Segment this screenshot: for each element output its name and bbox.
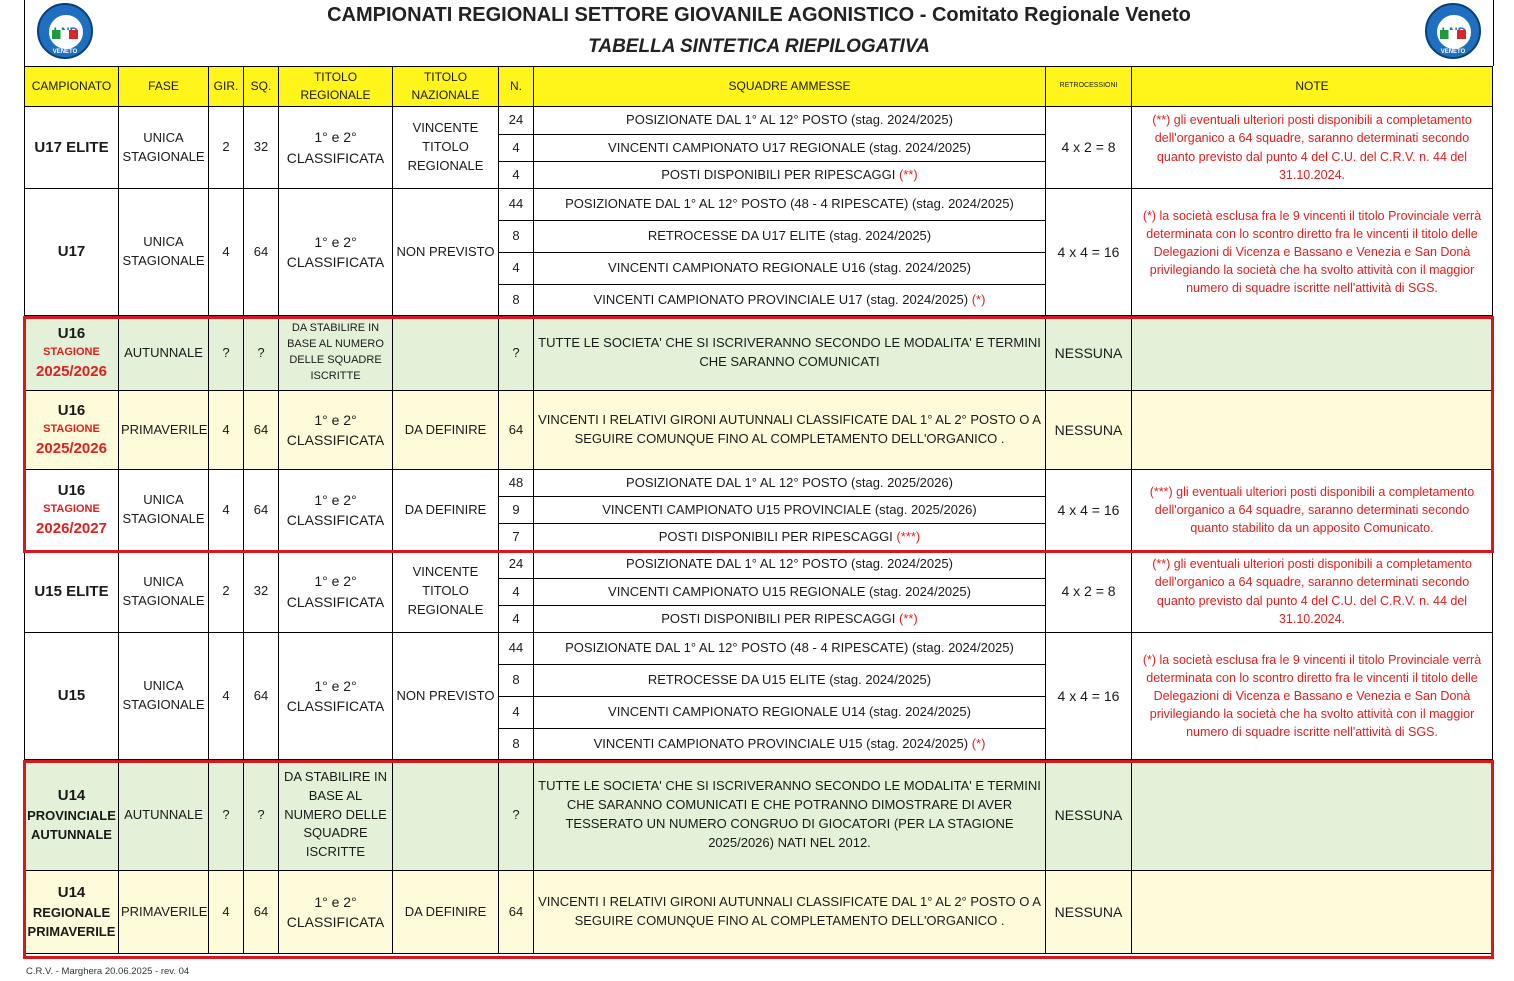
n-cell: 44 [499, 633, 534, 665]
squadre-cell: POSIZIONATE DAL 1° AL 12° POSTO (stag. 2025/2026) [534, 470, 1046, 497]
n-cell: ? [499, 316, 534, 391]
document-header [24, 0, 1494, 66]
note-cell: (**) gli eventuali ulteriori posti disponibili a completamento dell'organico a 64 squadre, saranno determinati secondo quanto previsto dal punto 4 del C.U. del C.R.V. n. 44 del 31.10.2024. [1132, 551, 1493, 633]
squadre-cell: POSIZIONATE DAL 1° AL 12° POSTO (48 - 4 RIPESCATE) (stag. 2024/2025) [534, 189, 1046, 221]
table-row [25, 391, 1493, 470]
note-cell: (*) la società esclusa fra le 9 vincenti il titolo Provinciale verrà determinata con lo scontro diretto fra le vincenti il titolo delle Delegazioni di Vicenza e Bassano e Venezia e San Donà privilegiando la società che ha svolto attività con il maggior numero di squadre iscritte nell'attività di SGS. [1132, 189, 1493, 316]
table-row [25, 470, 1493, 497]
n-cell: ? [499, 760, 534, 871]
titolo-regionale-cell: DA STABILIRE IN BASE AL NUMERO DELLE SQUADRE ISCRITTE [279, 760, 393, 871]
note-cell [1132, 391, 1493, 470]
footnote-mark: (*) [971, 291, 986, 307]
squadre-cell: VINCENTI CAMPIONATO REGIONALE U14 (stag. 2024/2025) [534, 697, 1046, 729]
n-cell: 24 [499, 551, 534, 579]
n-cell: 48 [499, 470, 534, 497]
fase-cell: PRIMAVERILE [119, 871, 209, 954]
note-cell: (*) la società esclusa fra le 9 vincenti il titolo Provinciale verrà determinata con lo scontro diretto fra le vincenti il titolo delle Delegazioni di Vicenza e Bassano e Venezia e San Donà privilegiando la società che ha svolto attività con il maggior numero di squadre iscritte nell'attività di SGS. [1132, 633, 1493, 760]
retrocessioni-cell: 4 x 2 = 8 [1046, 107, 1132, 189]
titolo-regionale-cell: 1° e 2° CLASSIFICATA [279, 551, 393, 633]
table-row [25, 760, 1493, 871]
titolo-regionale-cell: 1° e 2° CLASSIFICATA [279, 189, 393, 316]
titolo-regionale-cell: 1° e 2° CLASSIFICATA [279, 470, 393, 551]
squadre-cell: RETROCESSE DA U17 ELITE (stag. 2024/2025) [534, 221, 1046, 253]
footnote-mark: (***) [896, 528, 921, 544]
gir-cell: 4 [209, 391, 244, 470]
gir-cell: 4 [209, 189, 244, 316]
campionato-cell: U17 ELITE [25, 107, 119, 189]
n-cell: 4 [499, 606, 534, 633]
retrocessioni-cell: NESSUNA [1046, 316, 1132, 391]
campionato-cell: U14 PROVINCIALE AUTUNNALE [25, 760, 119, 871]
sq-cell: 32 [244, 551, 279, 633]
squadre-cell: TUTTE LE SOCIETA' CHE SI ISCRIVERANNO SECONDO LE MODALITA' E TERMINI CHE SARANNO COMUNICATI [534, 316, 1046, 391]
note-cell [1132, 871, 1493, 954]
document-title: CAMPIONATI REGIONALI SETTORE GIOVANILE AGONISTICO - Comitato Regionale Veneto [327, 4, 1191, 26]
sq-cell: 64 [244, 391, 279, 470]
summary-table [24, 66, 1493, 954]
footnote-mark: (**) [898, 166, 918, 182]
n-cell: 8 [499, 285, 534, 316]
squadre-cell: POSIZIONATE DAL 1° AL 12° POSTO (48 - 4 RIPESCATE) (stag. 2024/2025) [534, 633, 1046, 665]
squadre-cell: VINCENTI CAMPIONATO PROVINCIALE U15 (stag. 2024/2025) (*) [534, 729, 1046, 760]
n-cell: 9 [499, 497, 534, 524]
n-cell: 4 [499, 162, 534, 189]
titolo-nazionale-cell: NON PREVISTO [393, 633, 499, 760]
sq-cell: 32 [244, 107, 279, 189]
squadre-cell: POSIZIONATE DAL 1° AL 12° POSTO (stag. 2024/2025) [534, 107, 1046, 135]
squadre-cell: POSTI DISPONIBILI PER RIPESCAGGI (**) [534, 162, 1046, 189]
note-cell [1132, 316, 1493, 391]
gir-cell: ? [209, 316, 244, 391]
campionato-cell: U17 [25, 189, 119, 316]
titolo-nazionale-cell: VINCENTE TITOLO REGIONALE [393, 551, 499, 633]
squadre-cell: VINCENTI CAMPIONATO REGIONALE U16 (stag. 2024/2025) [534, 253, 1046, 285]
col-squadre-ammesse: SQUADRE AMMESSE [534, 67, 1046, 107]
n-cell: 44 [499, 189, 534, 221]
gir-cell: 2 [209, 551, 244, 633]
fase-cell: PRIMAVERILE [119, 391, 209, 470]
col-campionato: CAMPIONATO [25, 67, 119, 107]
lnd-logo-left: VENETO [37, 3, 93, 59]
retrocessioni-cell: 4 x 4 = 16 [1046, 633, 1132, 760]
n-cell: 4 [499, 135, 534, 162]
fase-cell: UNICA STAGIONALE [119, 470, 209, 551]
table-row [25, 107, 1493, 135]
squadre-cell: VINCENTI CAMPIONATO U15 REGIONALE (stag. 2024/2025) [534, 579, 1046, 606]
table-row [25, 633, 1493, 665]
col-note: NOTE [1132, 67, 1493, 107]
titolo-regionale-cell: 1° e 2° CLASSIFICATA [279, 633, 393, 760]
gir-cell: 2 [209, 107, 244, 189]
titolo-nazionale-cell: NON PREVISTO [393, 189, 499, 316]
campionato-cell: U15 [25, 633, 119, 760]
col-retrocessioni: RETROCESSIONI [1046, 67, 1132, 107]
table-row [25, 871, 1493, 954]
titolo-regionale-cell: DA STABILIRE IN BASE AL NUMERO DELLE SQUADRE ISCRITTE [279, 316, 393, 391]
note-cell: (**) gli eventuali ulteriori posti disponibili a completamento dell'organico a 64 squadre, saranno determinati secondo quanto previsto dal punto 4 del C.U. del C.R.V. n. 44 del 31.10.2024. [1132, 107, 1493, 189]
squadre-cell: VINCENTI I RELATIVI GIRONI AUTUNNALI CLASSIFICATE DAL 1° AL 2° POSTO O A SEGUIRE COMUNQUE FINO AL COMPLETAMENTO DELL'ORGANICO . [534, 391, 1046, 470]
sq-cell: 64 [244, 470, 279, 551]
gir-cell: 4 [209, 633, 244, 760]
fase-cell: UNICA STAGIONALE [119, 633, 209, 760]
titolo-nazionale-cell: DA DEFINIRE [393, 871, 499, 954]
lnd-logo-right: VENETO [1425, 3, 1481, 59]
col-titolo-regionale: TITOLO REGIONALE [279, 67, 393, 107]
fase-cell: AUTUNNALE [119, 316, 209, 391]
sq-cell: 64 [244, 189, 279, 316]
titolo-regionale-cell: 1° e 2° CLASSIFICATA [279, 871, 393, 954]
titolo-regionale-cell: 1° e 2° CLASSIFICATA [279, 107, 393, 189]
fase-cell: UNICA STAGIONALE [119, 551, 209, 633]
sq-cell: ? [244, 316, 279, 391]
col-n: N. [499, 67, 534, 107]
col-sq: SQ. [244, 67, 279, 107]
n-cell: 24 [499, 107, 534, 135]
squadre-cell: VINCENTI CAMPIONATO U17 REGIONALE (stag. 2024/2025) [534, 135, 1046, 162]
titolo-nazionale-cell-empty [393, 760, 499, 871]
squadre-cell: VINCENTI CAMPIONATO PROVINCIALE U17 (stag. 2024/2025) (*) [534, 285, 1046, 316]
retrocessioni-cell: 4 x 4 = 16 [1046, 189, 1132, 316]
n-cell: 4 [499, 579, 534, 606]
footer-revision: C.R.V. - Marghera 20.06.2025 - rev. 04 [26, 966, 190, 977]
campionato-cell: U14 REGIONALE PRIMAVERILE [25, 871, 119, 954]
campionato-cell: U15 ELITE [25, 551, 119, 633]
campionato-cell: U16 STAGIONE 2025/2026 [25, 316, 119, 391]
n-cell: 8 [499, 221, 534, 253]
note-cell [1132, 760, 1493, 871]
table-row [25, 189, 1493, 221]
col-gir: GIR. [209, 67, 244, 107]
sq-cell: 64 [244, 871, 279, 954]
retrocessioni-cell: NESSUNA [1046, 391, 1132, 470]
gir-cell: 4 [209, 470, 244, 551]
squadre-cell: TUTTE LE SOCIETA' CHE SI ISCRIVERANNO SECONDO LE MODALITA' E TERMINI CHE SARANNO COMUNICATI E CHE POTRANNO DIMOSTRARE DI AVER TESSERATO UN NUMERO CONGRUO DI GIOCATORI (PER LA STAGIONE 2025/2026) NATI NEL 2012. [534, 760, 1046, 871]
n-cell: 4 [499, 253, 534, 285]
fase-cell: AUTUNNALE [119, 760, 209, 871]
footnote-mark: (*) [971, 735, 986, 751]
n-cell: 7 [499, 524, 534, 551]
col-fase: FASE [119, 67, 209, 107]
n-cell: 64 [499, 391, 534, 470]
n-cell: 4 [499, 697, 534, 729]
squadre-cell: VINCENTI CAMPIONATO U15 PROVINCIALE (stag. 2025/2026) [534, 497, 1046, 524]
titolo-regionale-cell: 1° e 2° CLASSIFICATA [279, 391, 393, 470]
footnote-mark: (**) [898, 610, 918, 626]
sq-cell: 64 [244, 633, 279, 760]
n-cell: 64 [499, 871, 534, 954]
sq-cell: ? [244, 760, 279, 871]
squadre-cell: POSTI DISPONIBILI PER RIPESCAGGI (***) [534, 524, 1046, 551]
squadre-cell: VINCENTI I RELATIVI GIRONI AUTUNNALI CLASSIFICATE DAL 1° AL 2° POSTO O A SEGUIRE COMUNQUE FINO AL COMPLETAMENTO DELL'ORGANICO . [534, 871, 1046, 954]
fase-cell: UNICA STAGIONALE [119, 189, 209, 316]
titolo-nazionale-cell: VINCENTE TITOLO REGIONALE [393, 107, 499, 189]
gir-cell: 4 [209, 871, 244, 954]
retrocessioni-cell: NESSUNA [1046, 760, 1132, 871]
titolo-nazionale-cell-empty [393, 316, 499, 391]
fase-cell: UNICA STAGIONALE [119, 107, 209, 189]
titolo-nazionale-cell: DA DEFINIRE [393, 470, 499, 551]
retrocessioni-cell: 4 x 2 = 8 [1046, 551, 1132, 633]
campionato-cell: U16 STAGIONE 2026/2027 [25, 470, 119, 551]
squadre-cell: POSIZIONATE DAL 1° AL 12° POSTO (stag. 2024/2025) [534, 551, 1046, 579]
header-row [25, 67, 1493, 107]
retrocessioni-cell: NESSUNA [1046, 871, 1132, 954]
note-cell: (***) gli eventuali ulteriori posti disponibili a completamento dell'organico a 64 squadre, saranno determinati secondo quanto stabilito da un apposito Comunicato. [1132, 470, 1493, 551]
table-row [25, 551, 1493, 579]
document-subtitle: TABELLA SINTETICA RIEPILOGATIVA [588, 36, 930, 57]
squadre-cell: RETROCESSE DA U15 ELITE (stag. 2024/2025) [534, 665, 1046, 697]
table-row [25, 316, 1493, 391]
retrocessioni-cell: 4 x 4 = 16 [1046, 470, 1132, 551]
n-cell: 8 [499, 665, 534, 697]
n-cell: 8 [499, 729, 534, 760]
gir-cell: ? [209, 760, 244, 871]
campionato-cell: U16 STAGIONE 2025/2026 [25, 391, 119, 470]
col-titolo-nazionale: TITOLO NAZIONALE [393, 67, 499, 107]
squadre-cell: POSTI DISPONIBILI PER RIPESCAGGI (**) [534, 606, 1046, 633]
titolo-nazionale-cell: DA DEFINIRE [393, 391, 499, 470]
